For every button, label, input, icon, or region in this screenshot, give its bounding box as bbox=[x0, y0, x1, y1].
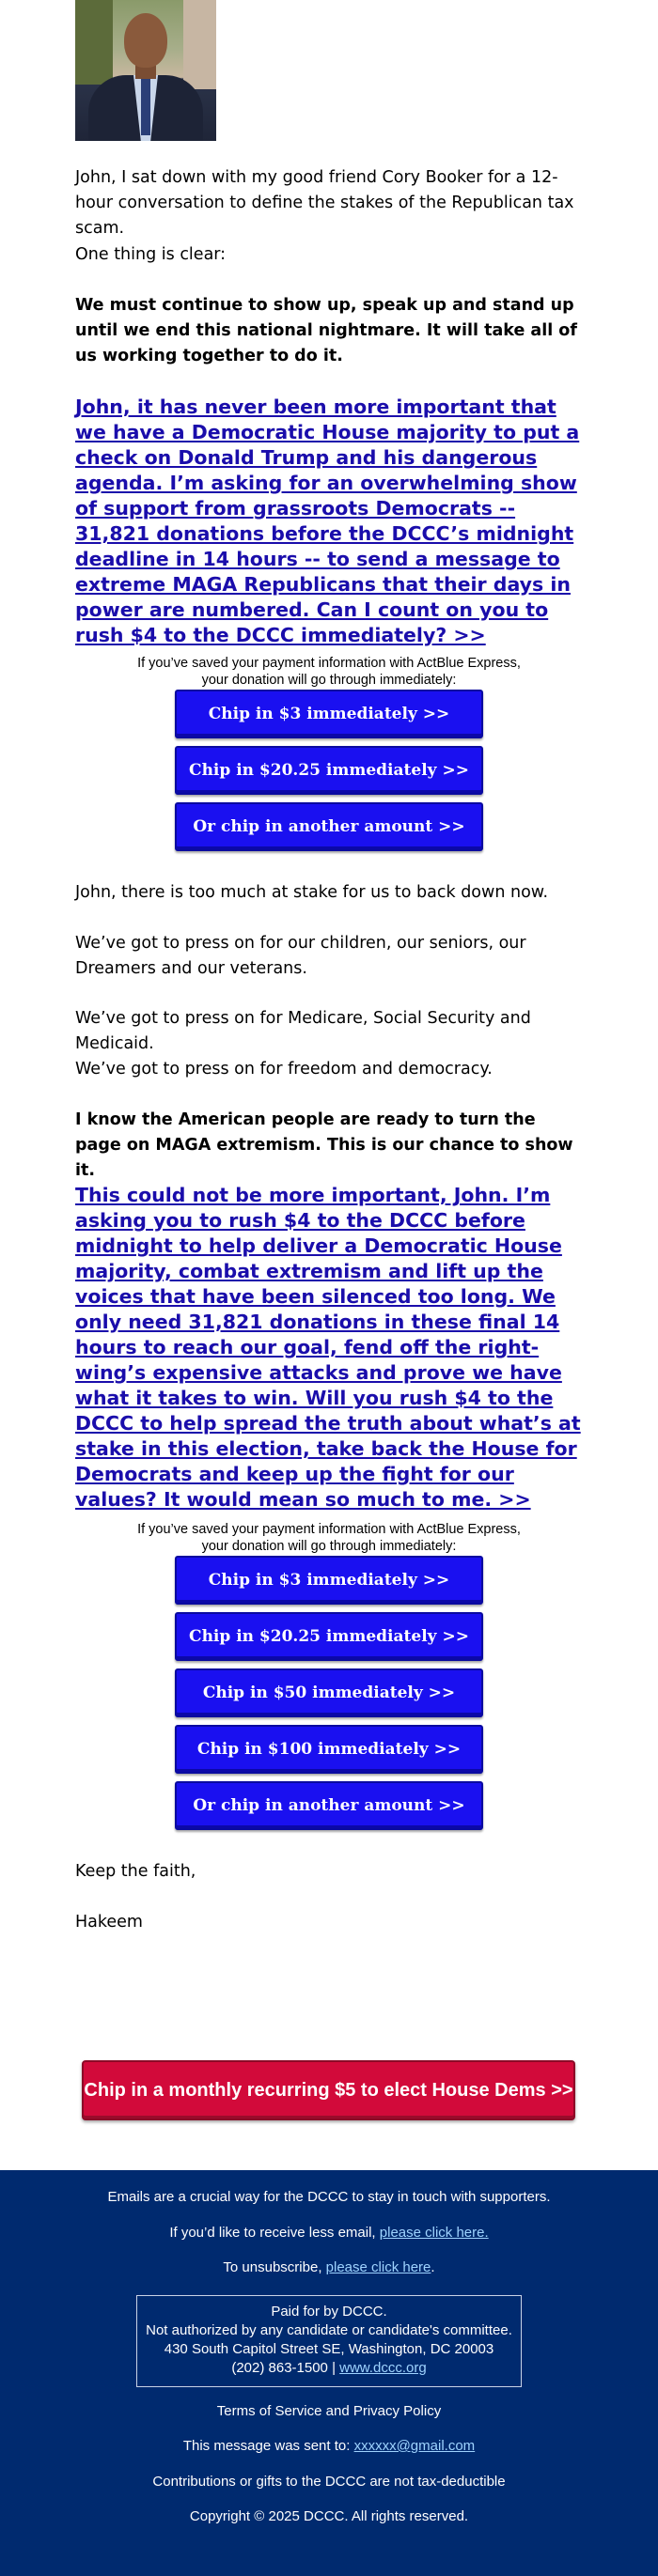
sent-to-line: This message was sent to: xxxxxx@gmail.com bbox=[182, 2438, 476, 2454]
donate-link-paragraph-1[interactable]: John, it has never been more important that we have a Democratic House majority to put a check on Donald Trump and his dangerous agenda. I’m asking for an overwhelming show of support from grassroots Democrats -- 31,821 donations before the DCCC’s midnight deadline in 14 hours -- to send a message to extreme MAGA Republicans that their days in power are numbered. Can I count on you to rush $4 to the DCCC immediately? >> bbox=[75, 396, 580, 646]
paid-for-box bbox=[136, 2295, 522, 2387]
actblue-note-2 bbox=[75, 1521, 583, 1555]
terms-link[interactable]: Terms of Service and Privacy Policy bbox=[216, 2403, 442, 2419]
intro-paragraph: John, I sat down with my good friend Cory Booker for a 12-hour conversation to define the stakes of the Republican tax scam. bbox=[75, 168, 574, 238]
sent-to-email-link[interactable]: xxxxxx@gmail.com bbox=[353, 2438, 476, 2454]
one-thing-paragraph: One thing is clear: bbox=[75, 245, 227, 264]
unsubscribe-line: To unsubscribe, please click here. bbox=[223, 2259, 435, 2275]
actblue-note-1 bbox=[75, 655, 583, 689]
chip-in-3-button[interactable]: Chip in $3 immediately >> bbox=[175, 1556, 483, 1605]
chip-in-3-button[interactable]: Chip in $3 immediately >> bbox=[175, 690, 483, 738]
less-email-link[interactable]: please click here. bbox=[379, 2225, 489, 2241]
address: 430 South Capitol Street SE, Washington, DC 20003 bbox=[164, 2341, 494, 2357]
actblue-note-line-1: If you’ve saved your payment information with ActBlue Express, bbox=[137, 656, 521, 671]
chip-in-50-button[interactable]: Chip in $50 immediately >> bbox=[175, 1668, 483, 1717]
unsubscribe-link[interactable]: please click here bbox=[325, 2259, 431, 2275]
chip-in-100-button[interactable]: Chip in $100 immediately >> bbox=[175, 1725, 483, 1774]
bold-paragraph-1: We must continue to show up, speak up and stand up until we end this national nightmare. It will take all of us working together to do it. bbox=[75, 296, 577, 365]
bold-paragraph-2: I know the American people are ready to turn the page on MAGA extremism. This is our chance to show it. bbox=[75, 1110, 573, 1180]
freedom-paragraph: We’ve got to press on for freedom and democracy. bbox=[75, 1060, 493, 1079]
phone-website: (202) 863-1500 | www.dccc.org bbox=[231, 2360, 427, 2376]
chip-in-other-amount-button[interactable]: Or chip in another amount >> bbox=[175, 802, 483, 851]
not-authorized: Not authorized by any candidate or candidate's committee. bbox=[146, 2322, 512, 2338]
actblue-note-line-2: your donation will go through immediately: bbox=[201, 673, 457, 688]
chip-in-20-25-button[interactable]: Chip in $20.25 immediately >> bbox=[175, 746, 483, 795]
chip-in-other-amount-button[interactable]: Or chip in another amount >> bbox=[175, 1781, 483, 1830]
stake-paragraph: John, there is too much at stake for us to back down now. bbox=[75, 883, 549, 902]
footer bbox=[0, 2170, 658, 2576]
paid-by: Paid for by DCCC. bbox=[271, 2304, 387, 2320]
less-email-line: If you’d like to receive less email, please click here. bbox=[169, 2225, 489, 2241]
signoff: Keep the faith, bbox=[75, 1862, 196, 1881]
website-link[interactable]: www.dccc.org bbox=[339, 2360, 427, 2376]
emails-note: Emails are a crucial way for the DCCC to stay in touch with supporters. bbox=[107, 2189, 551, 2205]
signature: Hakeem bbox=[75, 1913, 143, 1932]
tax-note: Contributions or gifts to the DCCC are not tax-deductible bbox=[152, 2474, 506, 2490]
chip-in-20-25-button[interactable]: Chip in $20.25 immediately >> bbox=[175, 1612, 483, 1661]
actblue-note-line-2: your donation will go through immediately: bbox=[201, 1539, 457, 1554]
monthly-recurring-button[interactable]: Chip in a monthly recurring $5 to elect House Dems >> bbox=[82, 2060, 575, 2120]
children-paragraph: We’ve got to press on for our children, our seniors, our Dreamers and our veterans. bbox=[75, 934, 526, 978]
donate-link-paragraph-2[interactable]: This could not be more important, John. I’m asking you to rush $4 to the DCCC before midnight to help deliver a Democratic House majority, combat extremism and lift up the voices that have been silenced too long. We only need 31,821 donations in these final 14 hours to reach our goal, fend off the right-wing’s expensive attacks and prove we have what it takes to win. Will you rush $4 to the DCCC to help spread the truth about what’s at stake in this election, take back the House for Democrats and keep up the fight for our values? It would mean so much to me. >> bbox=[75, 1184, 581, 1511]
actblue-note-line-1: If you’ve saved your payment information with ActBlue Express, bbox=[137, 1522, 521, 1537]
medicare-paragraph: We’ve got to press on for Medicare, Social Security and Medicaid. bbox=[75, 1009, 531, 1053]
hakeem-portrait-photo bbox=[75, 0, 216, 141]
copyright: Copyright © 2025 DCCC. All rights reserved. bbox=[189, 2508, 469, 2524]
